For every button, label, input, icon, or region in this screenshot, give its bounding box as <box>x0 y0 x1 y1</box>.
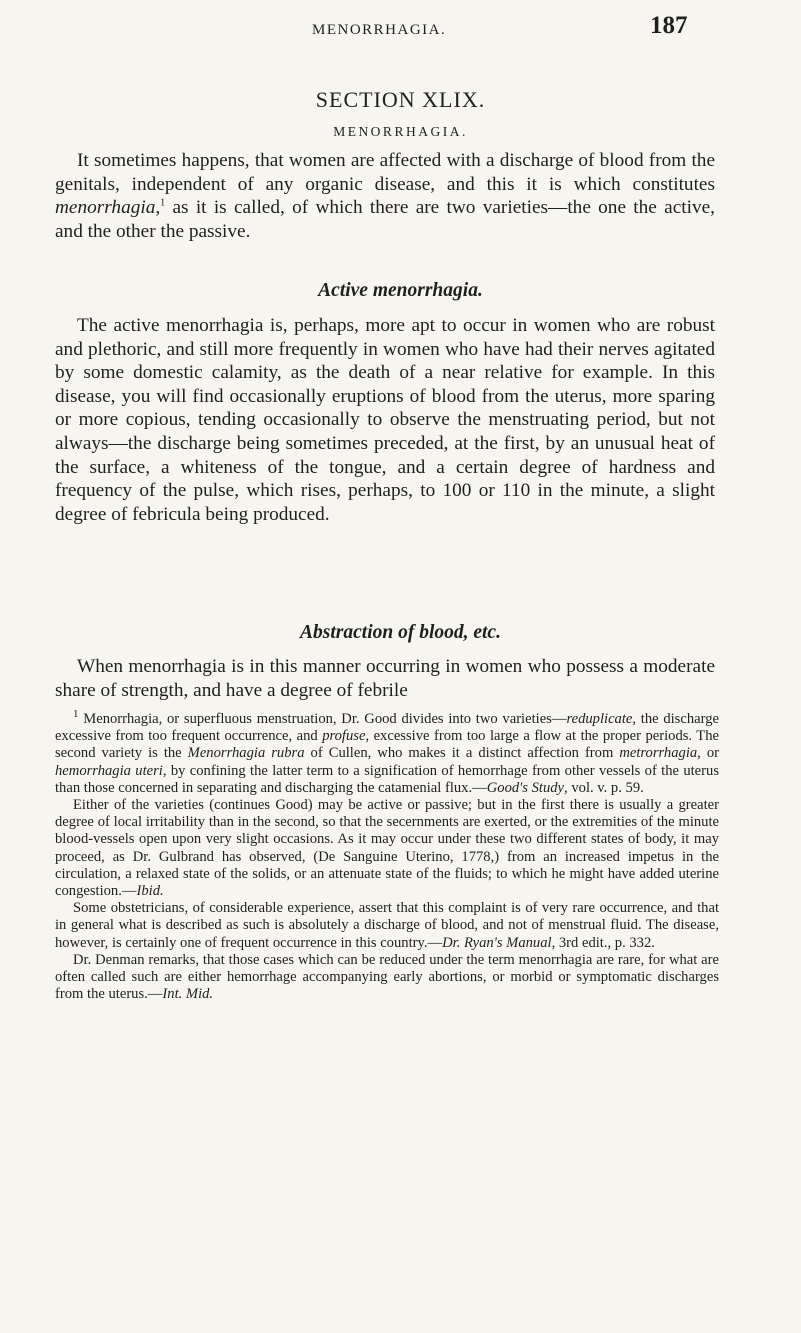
footnote-1 <box>55 708 719 797</box>
intro-term: menorrhagia, <box>55 197 161 219</box>
footnote-mark: 1 <box>73 708 79 721</box>
footnote-text: Some obstetricians, of considerable experience, assert that this complaint is of very rare occurrence, and that in general what is described as such is absolutely a discharge of blood, and not of menstrual fluid. The disease, however, is certainly one of frequent occurrence in this country.— <box>55 900 719 951</box>
footnote-text: , the discharge excessive from too frequent occurrence, and <box>55 711 719 745</box>
footnote-text: , or <box>697 745 719 762</box>
footnote-italic: hemorrhagia uteri <box>55 762 163 779</box>
intro-paragraph <box>55 149 715 243</box>
footnote-text: Menorrhagia, or superfluous menstruation, Dr. Good divides into two varieties— <box>78 711 567 727</box>
section-title: SECTION XLIX. <box>315 87 486 112</box>
footnote-text: of Cullen, who makes it a distinct affection from <box>304 745 620 762</box>
intro-text-2: as it is called, of which there are two varieties—the one the active, and the other the passive. <box>55 197 715 242</box>
section-subject: MENORRHAGIA. <box>333 124 468 139</box>
heading-active-menorrhagia: Active menorrhagia. <box>318 280 483 301</box>
active-paragraph <box>55 314 715 526</box>
running-head-title: MENORRHAGIA. <box>312 22 447 38</box>
footnote-text: Dr. Denman remarks, that those cases which can be reduced under the term menorrhagia are rare, for what are often called such are either hemorrhage accompanying early abortions, or morbid or symptomatic discharges from the uterus.— <box>55 951 719 1003</box>
footnote-citation: Ibid. <box>136 883 164 900</box>
footnote-text: Either of the varieties (continues Good) may be active or passive; but in the first there is usually a greater degree of local irritability than in the second, so that the secernments are exerted, or the extremities of the minute blood-vessels open upon very slight occasions. As it may occur under these two different states of body, it may proceed, as Dr. Gulbrand has observed, (De Sanguine Uterino, 1778,) from an increased impetus in the circulation, a relaxed state of the solids, or an attenuate state of the fluids; to which he might have added uterine congestion.— <box>55 797 719 900</box>
running-head <box>0 12 801 52</box>
footnote-citation: Dr. Ryan's Manual <box>442 934 552 951</box>
intro-text-1: It sometimes happens, that women are affected with a discharge of blood from the genitals, independent of any organic disease, and this it is which constitutes <box>55 150 715 195</box>
footnote-text: , vol. v. p. 59. <box>564 779 644 796</box>
abstraction-paragraph <box>55 655 715 702</box>
footnote-text: , 3rd edit., p. 332. <box>551 934 655 951</box>
footnote-reference: 1 <box>160 197 166 209</box>
footnotes <box>55 708 719 1003</box>
footnote-text: , by confining the latter term to a signification of hemorrhage from other vessels of the uterus than those concerned in separating and discharging the catamenial flux.— <box>55 762 719 796</box>
footnote-italic: profuse <box>322 728 366 745</box>
footnote-citation: Good's Study <box>486 779 565 796</box>
footnote-italic: metrorrhagia <box>619 745 698 762</box>
active-paragraph-text: The active menorrhagia is, perhaps, more apt to occur in women who are robust and plethoric, and still more frequently in women who have had their nerves agitated by some domestic calamity, as the death of a near relative for example. In this disease, you will find occasionally eruptions of blood from the uterus, more sparing or more copious, tending occasionally to observe the menstruating period, but not always—the discharge being sometimes preceded, at the first, by an unusual heat of the surface, a whiteness of the tongue, and a certain degree of hardness and frequency of the pulse, which rises, perhaps, to 100 or 110 in the minute, a slight degree of febricula being produced. <box>55 315 715 525</box>
footnote-citation: Int. Mid. <box>162 986 214 1003</box>
page-number: 187 <box>650 12 688 39</box>
abstraction-paragraph-text: When menorrhagia is in this manner occurring in women who possess a moderate share of strength, and have a degree of febrile <box>55 656 715 701</box>
footnote-text: , excessive from too large a flow at the proper periods. The second variety is the <box>55 728 719 762</box>
footnote-paragraph-2 <box>55 797 719 900</box>
heading-abstraction-of-blood: Abstraction of blood, etc. <box>300 622 501 643</box>
footnote-italic: reduplicate <box>566 711 633 727</box>
footnote-italic: Menorrhagia rubra <box>187 745 305 762</box>
footnote-paragraph-3 <box>55 900 719 952</box>
footnote-paragraph-4 <box>55 952 719 1004</box>
